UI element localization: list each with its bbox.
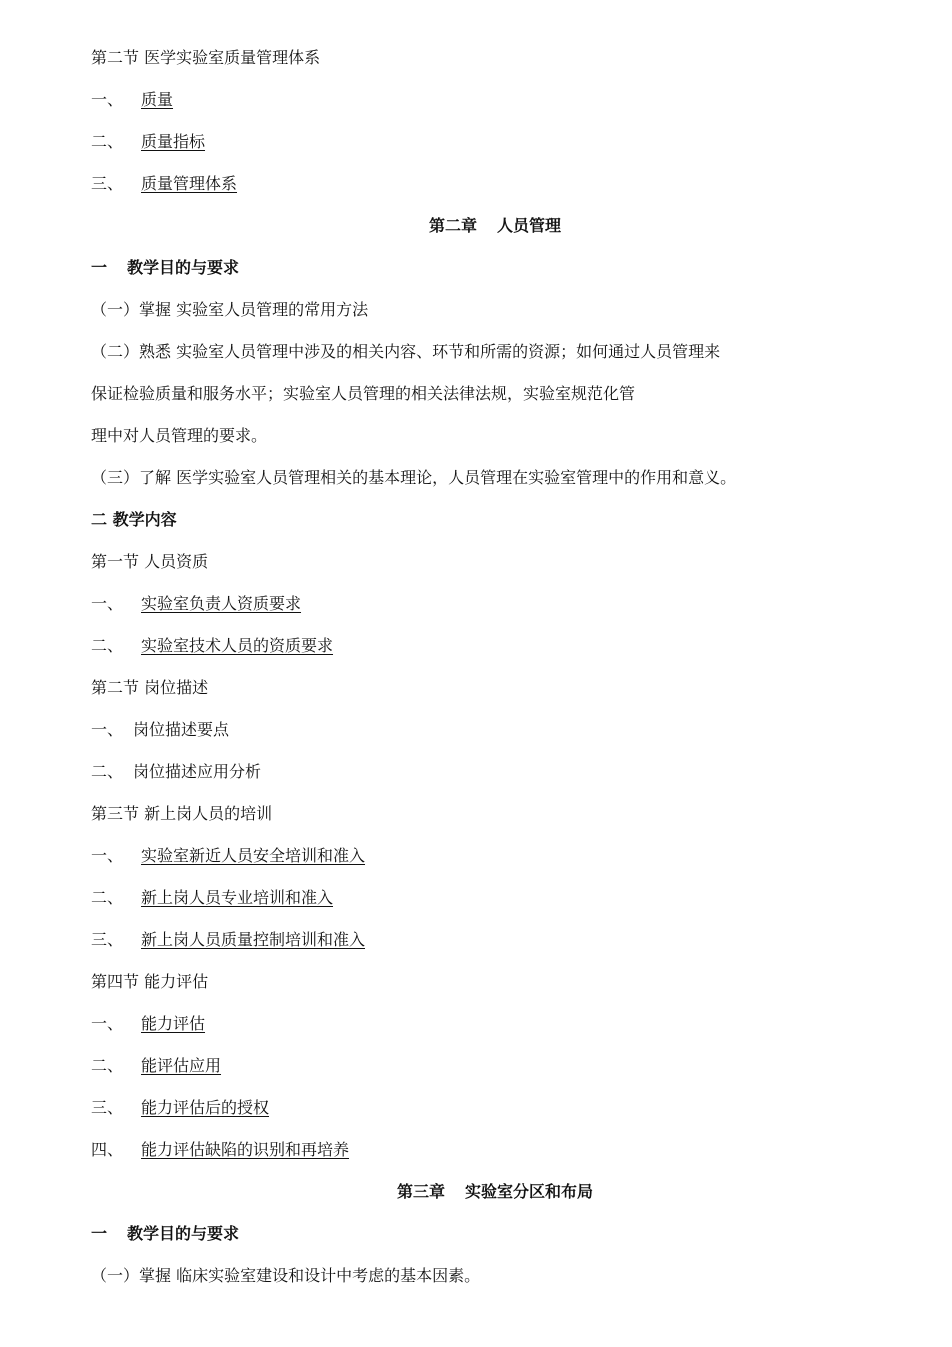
list-item bbox=[91, 720, 229, 740]
list-item bbox=[91, 1098, 269, 1118]
requirement-familiar-cont: 保证检验质量和服务水平；实验室人员管理的相关法律法规，实验室规范化管 bbox=[91, 384, 636, 403]
item-number: 二、 bbox=[91, 636, 124, 655]
item-link[interactable]: 新上岗人员质量控制培训和准入 bbox=[141, 930, 366, 949]
item-number: 二、 bbox=[91, 1056, 124, 1075]
item-link[interactable]: 能力评估后的授权 bbox=[141, 1098, 270, 1117]
section-title-qualification: 第一节 人员资质 bbox=[91, 552, 209, 571]
list-item bbox=[91, 1140, 349, 1160]
list-item bbox=[91, 1056, 221, 1076]
item-link[interactable]: 能评估应用 bbox=[141, 1056, 222, 1075]
item-number: 一、 bbox=[91, 846, 124, 865]
requirement-understand: （三）了解 医学实验室人员管理相关的基本理论，人员管理在实验室管理中的作用和意义。 bbox=[91, 468, 737, 487]
chapter-title: 实验室分区和布局 bbox=[465, 1182, 594, 1201]
item-text: 岗位描述要点 bbox=[133, 720, 230, 739]
heading-text: 教学目的与要求 bbox=[127, 1224, 240, 1243]
item-text: 岗位描述应用分析 bbox=[133, 762, 262, 781]
chapter-number: 第三章 bbox=[396, 1182, 445, 1201]
chapter-title: 人员管理 bbox=[497, 216, 562, 235]
list-item bbox=[91, 132, 205, 152]
list-item bbox=[91, 90, 173, 110]
list-item bbox=[91, 174, 237, 194]
heading-content: 二 教学内容 bbox=[91, 510, 177, 529]
item-number: 二、 bbox=[91, 132, 124, 151]
section-title-job-description: 第二节 岗位描述 bbox=[91, 678, 209, 697]
heading-text: 教学目的与要求 bbox=[127, 258, 240, 277]
chapter-heading bbox=[0, 1182, 952, 1202]
list-item bbox=[91, 636, 333, 656]
list-item bbox=[91, 888, 333, 908]
chapter-number: 第二章 bbox=[428, 216, 477, 235]
item-number: 三、 bbox=[91, 1098, 124, 1117]
section-title-assessment: 第四节 能力评估 bbox=[91, 972, 209, 991]
list-item bbox=[91, 930, 365, 950]
item-link[interactable]: 新上岗人员专业培训和准入 bbox=[141, 888, 334, 907]
item-number: 三、 bbox=[91, 174, 124, 193]
item-number: 四、 bbox=[91, 1140, 124, 1159]
heading-objectives bbox=[91, 258, 239, 278]
heading-objectives bbox=[91, 1224, 239, 1244]
list-item bbox=[91, 1014, 205, 1034]
item-link[interactable]: 实验室负责人资质要求 bbox=[141, 594, 302, 613]
requirement-master: （一）掌握 实验室人员管理的常用方法 bbox=[91, 300, 369, 319]
item-number: 二、 bbox=[91, 762, 124, 781]
chapter-heading bbox=[0, 216, 952, 236]
list-item bbox=[91, 762, 261, 782]
list-item bbox=[91, 846, 365, 866]
requirement-master: （一）掌握 临床实验室建设和设计中考虑的基本因素。 bbox=[91, 1266, 481, 1285]
item-number: 二、 bbox=[91, 888, 124, 907]
heading-number: 一 bbox=[91, 1224, 108, 1243]
item-link[interactable]: 质量指标 bbox=[141, 132, 206, 151]
requirement-familiar: （二）熟悉 实验室人员管理中涉及的相关内容、环节和所需的资源；如何通过人员管理来 bbox=[91, 342, 721, 361]
item-number: 一、 bbox=[91, 1014, 124, 1033]
list-item bbox=[91, 594, 301, 614]
item-number: 三、 bbox=[91, 930, 124, 949]
item-link[interactable]: 实验室新近人员安全培训和准入 bbox=[141, 846, 366, 865]
item-link[interactable]: 质量管理体系 bbox=[141, 174, 238, 193]
item-link[interactable]: 实验室技术人员的资质要求 bbox=[141, 636, 334, 655]
section-title-training: 第三节 新上岗人员的培训 bbox=[91, 804, 273, 823]
requirement-familiar-cont2: 理中对人员管理的要求。 bbox=[91, 426, 268, 445]
item-number: 一、 bbox=[91, 720, 124, 739]
item-number: 一、 bbox=[91, 594, 124, 613]
item-link[interactable]: 能力评估 bbox=[141, 1014, 206, 1033]
item-link[interactable]: 能力评估缺陷的识别和再培养 bbox=[141, 1140, 350, 1159]
item-link[interactable]: 质量 bbox=[141, 90, 174, 109]
section-title-quality-system: 第二节 医学实验室质量管理体系 bbox=[91, 48, 321, 67]
heading-number: 一 bbox=[91, 258, 108, 277]
item-number: 一、 bbox=[91, 90, 124, 109]
